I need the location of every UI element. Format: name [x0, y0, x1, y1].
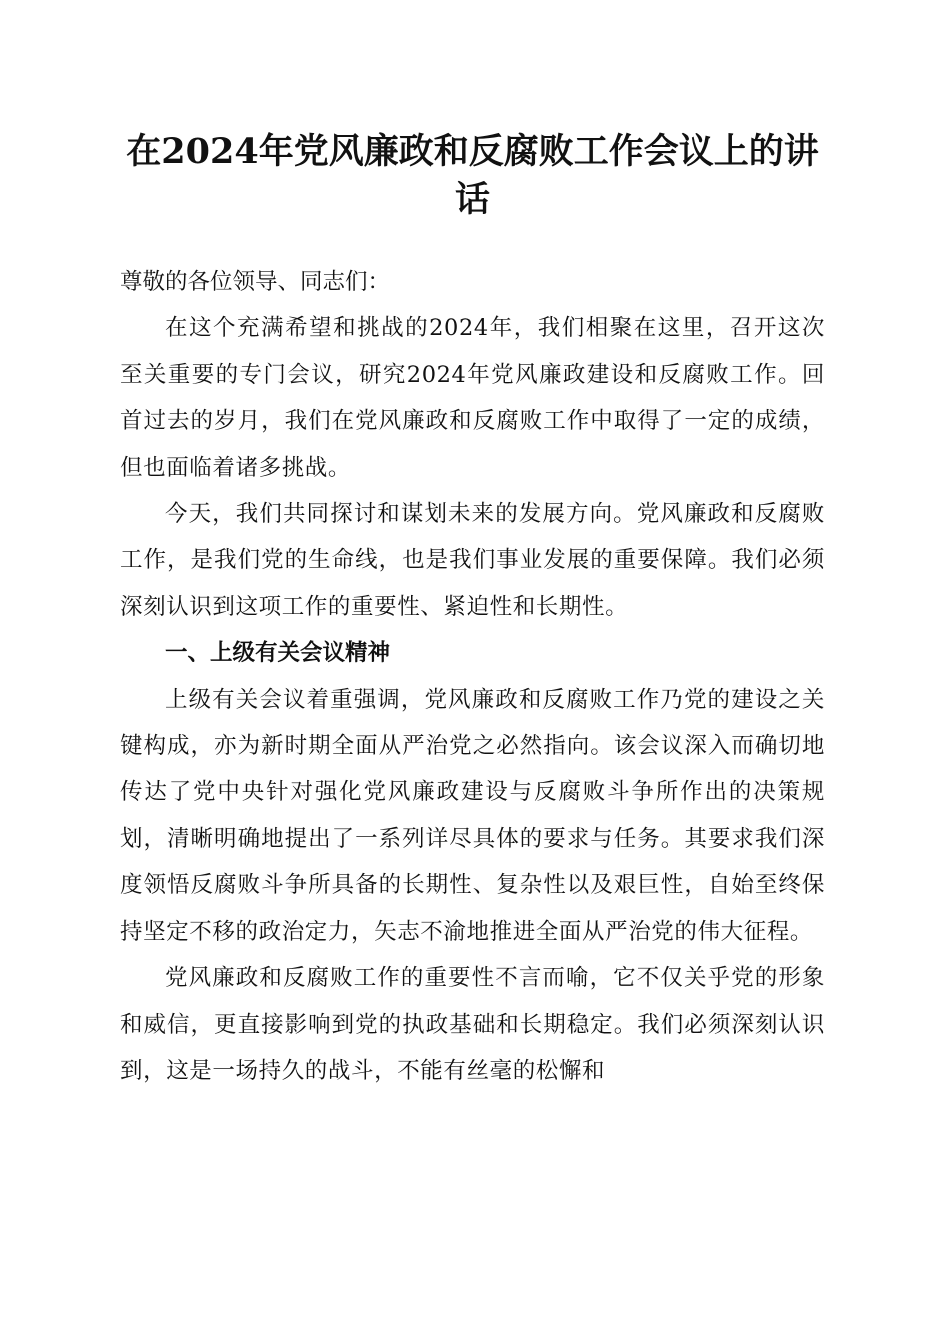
- paragraph-intro-1: 在这个充满希望和挑战的2024年，我们相聚在这里，召开这次至关重要的专门会议，研究2024年党风廉政建设和反腐败工作。回首过去的岁月，我们在党风廉政和反腐败工作中取得了一定的成绩，但也面临着诸多挑战。: [120, 315, 825, 481]
- salutation: 尊敬的各位领导、同志们：: [120, 269, 391, 295]
- section-heading-1: 一、上级有关会议精神: [165, 640, 391, 667]
- paragraph-section1-1: 上级有关会议着重强调，党风廉政和反腐败工作乃党的建设之关键构成，亦为新时期全面从严治党之必然指向。该会议深入而确切地传达了党中央针对强化党风廉政建设与反腐败斗争所作出的决策规划，清晰明确地提出了一系列详尽具体的要求与任务。其要求我们深度领悟反腐败斗争所具备的长期性、复杂性以及艰巨性，自始至终保持坚定不移的政治定力，矢志不渝地推进全面从严治党的伟大征程。: [120, 686, 825, 945]
- paragraph-section1-2: 党风廉政和反腐败工作的重要性不言而喻，它不仅关乎党的形象和威信，更直接影响到党的执政基础和长期稳定。我们必须深刻认识到，这是一场持久的战斗，不能有丝毫的松懈和: [120, 965, 825, 1084]
- paragraph-intro-2: 今天，我们共同探讨和谋划未来的发展方向。党风廉政和反腐败工作，是我们党的生命线，也是我们事业发展的重要保障。我们必须深刻认识到这项工作的重要性、紧迫性和长期性。: [120, 501, 825, 620]
- document-title: 在2024年党风廉政和反腐败工作会议上的讲话: [126, 131, 819, 220]
- document-page: [120, 128, 825, 1094]
